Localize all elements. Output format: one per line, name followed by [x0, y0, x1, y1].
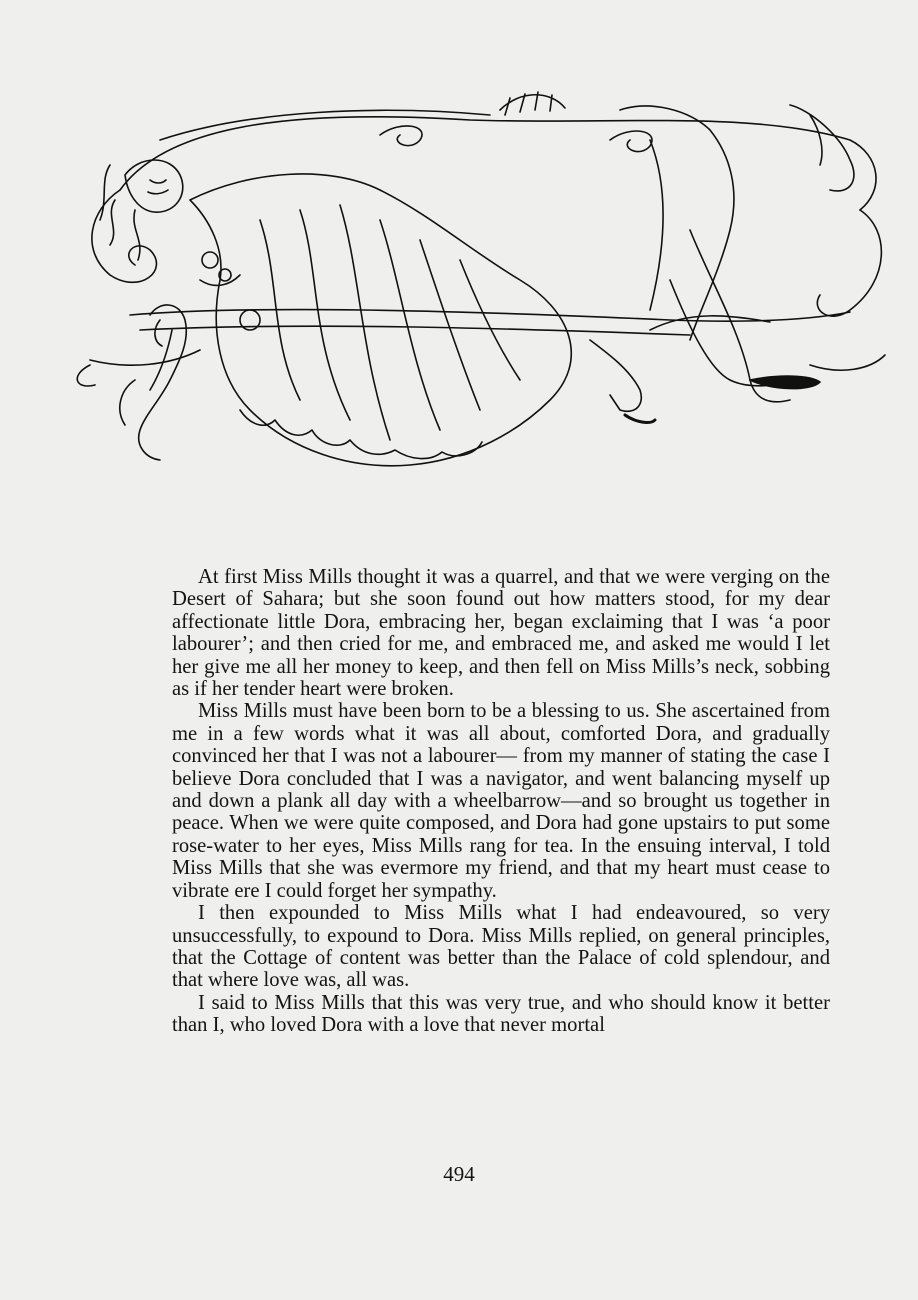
- body-text: [172, 566, 830, 1037]
- sofa-scroll-right: [817, 210, 881, 316]
- man-figure: [620, 106, 734, 340]
- sofa-scroll-left: [92, 190, 157, 282]
- sofa-seat-line: [130, 310, 850, 322]
- dress-outline: [190, 174, 571, 466]
- paragraph: I said to Miss Mills that this was very true, and who should know it better than I, who loved Dora with a love that never mortal: [172, 991, 830, 1037]
- paragraph: At first Miss Mills thought it was a quarrel, and that we were verging on the Desert of Sahara; but she soon found out how matters stood, for my dear affectionate little Dora, embracing her, began exclaiming that I was ‘a poor labourer’; and then cried for me, and embraced me, and asked me would I let her give me all her money to keep, and then fell on Miss Mills’s neck, sobbing as if her tender heart were broken.: [172, 566, 830, 701]
- sofa-back-line: [120, 117, 876, 210]
- paragraph: I then expounded to Miss Mills what I had endeavoured, so very unsuccessfully, to expound to Dora. Miss Mills replied, on general principles, that the Cottage of content was better than the Palace of cold splendour, and that where love was, all was.: [172, 902, 830, 992]
- pen-drawing-illustration: [50, 80, 890, 480]
- page-number: 494: [443, 1162, 475, 1186]
- woman-head: [125, 160, 183, 212]
- shoe-icon: [750, 376, 820, 389]
- illustration-svg: [50, 80, 890, 480]
- paragraph: Miss Mills must have been born to be a blessing to us. She ascertained from me in a few words what it was all about, comforted Dora, and gradually convinced her that I was not a labourer— from my manner of stating the case I believe Dora concluded that I was a navigator, and went balancing myself up and down a plank all day with a wheelbarrow—and so brought us together in peace. When we were quite composed, and Dora had gone upstairs to put some rose-water to her eyes, Miss Mills rang for tea. In the ensuing interval, I told Miss Mills that she was evermore my friend, and that my heart must cease to vibrate ere I could forget her sympathy.: [172, 700, 830, 902]
